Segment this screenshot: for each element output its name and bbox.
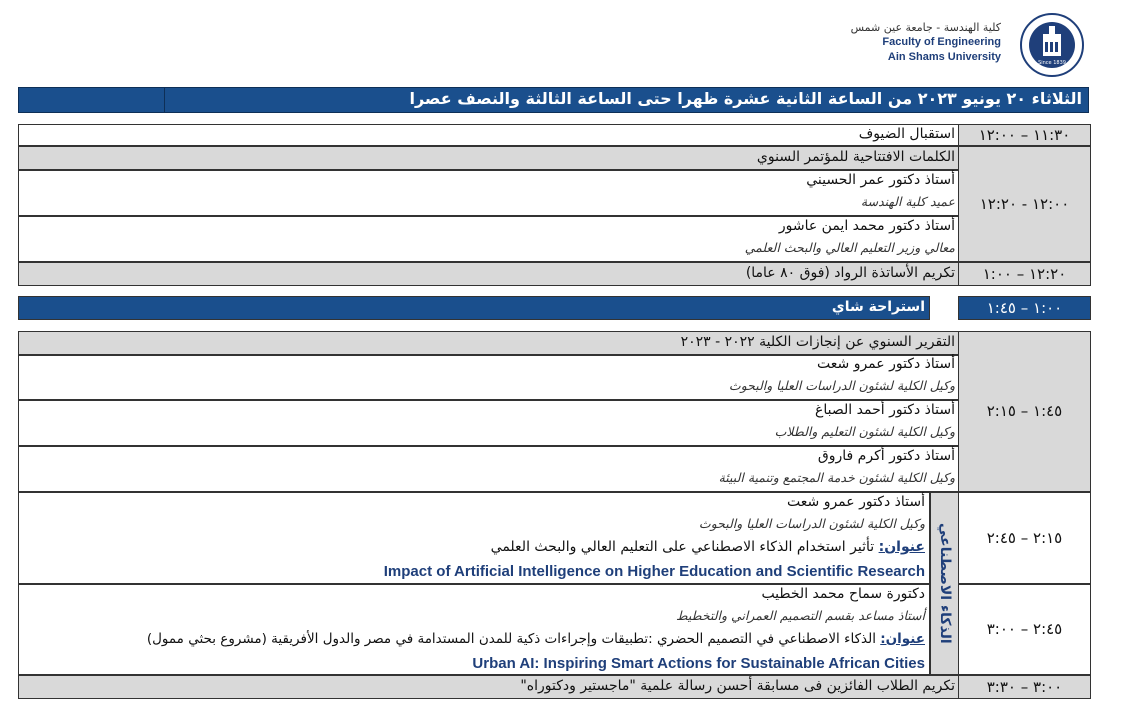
faculty-en: Faculty of Engineering: [882, 36, 1001, 48]
talk-title-en: Urban AI: Inspiring Smart Actions for Sustainable African Cities: [472, 655, 925, 672]
faculty-ar: كلية الهندسة - جامعة عين شمس: [850, 21, 1001, 34]
page-title: الثلاثاء ٢٠ يونيو ٢٠٢٣ من الساعة الثانية عشرة ظهرا حتى الساعة الثالثة والنصف عصرا: [409, 89, 1082, 108]
row-break: [18, 296, 930, 320]
speaker-name: أستاذ دكتور أحمد الصباغ: [815, 402, 955, 418]
title-bar: [18, 87, 1089, 113]
talk-title-text: تأثير استخدام الذكاء الاصطناعي على التعليم العالي والبحث العلمي: [490, 539, 875, 555]
talk-title-en: Impact of Artificial Intelligence on Higher Education and Scientific Research: [383, 563, 925, 580]
logo-year: Since 1839: [1038, 60, 1066, 66]
speaker-role: أستاذ مساعد بقسم التصميم العمراني والتخطيط: [676, 608, 925, 623]
time-report: ١:٤٥ – ٢:١٥: [958, 331, 1091, 492]
speaker-name: أستاذ دكتور عمر الحسيني: [806, 172, 955, 188]
university-en: Ain Shams University: [887, 51, 1001, 63]
speaker-role: عميد كلية الهندسة: [860, 194, 955, 209]
opening-heading: الكلمات الافتتاحية للمؤتمر السنوي: [756, 149, 955, 165]
speaker-role: وكيل الكلية لشئون الدراسات العليا والبحوث: [728, 378, 955, 393]
label-break: استراحة شاي: [831, 299, 925, 315]
time-break: ١:٠٠ – ١:٤٥: [958, 296, 1091, 320]
talk-title-prefix: عنوان:: [880, 631, 925, 647]
talk-title-prefix: عنوان:: [878, 539, 925, 555]
speaker-role: وكيل الكلية لشئون التعليم والطلاب: [774, 424, 955, 439]
speaker-name: أستاذ دكتور محمد ايمن عاشور: [778, 218, 955, 234]
time-honoring: ١٢:٢٠ – ١:٠٠: [958, 262, 1091, 286]
label-student-awards: تكريم الطلاب الفائزين فى مسابقة أحسن رسالة علمية "ماجستير ودكتوراه": [520, 678, 955, 694]
speaker-role: وكيل الكلية لشئون خدمة المجتمع وتنمية البيئة: [718, 470, 955, 485]
speaker-role: معالي وزير التعليم العالي والبحث العلمي: [744, 240, 955, 255]
speaker-role: وكيل الكلية لشئون الدراسات العليا والبحوث: [698, 516, 925, 531]
talk-title-text: الذكاء الاصطناعي في التصميم الحضري :تطبيقات وإجراءات ذكية للمدن المستدامة في مصر والدول الأفريقية (مشروع بحثي ممول): [146, 631, 876, 647]
speaker-name: أستاذ دكتور عمرو شعت: [787, 494, 925, 510]
label-honoring: تكريم الأساتذة الرواد (فوق ٨٠ عاما): [745, 265, 955, 281]
time-ai-talk-2: ٢:٤٥ – ٣:٠٠: [958, 584, 1091, 675]
header-text: [851, 20, 1001, 65]
time-reception: ١١:٣٠ – ١٢:٠٠: [958, 124, 1091, 146]
speaker-name: أستاذ دكتور عمرو شعت: [817, 356, 955, 372]
time-ai-talk-1: ٢:١٥ – ٢:٤٥: [958, 492, 1091, 584]
speaker-name: أستاذ دكتور أكرم فاروق: [817, 448, 955, 464]
time-opening: ١٢:٠٠ - ١٢:٢٠: [958, 146, 1091, 262]
report-heading: التقرير السنوي عن إنجازات الكلية ٢٠٢٢ - ٢٠٢٣: [680, 334, 955, 350]
university-logo: [1018, 12, 1086, 78]
label-reception: استقبال الضيوف: [858, 126, 955, 142]
ai-section-label: الذكاء الاصطناعي: [930, 492, 959, 675]
time-student-awards: ٣:٠٠ – ٣:٣٠: [958, 675, 1091, 699]
talk-title-ar: [147, 631, 925, 647]
talk-title-ar: [491, 539, 925, 555]
speaker-name: دكتورة سماح محمد الخطيب: [761, 586, 925, 602]
